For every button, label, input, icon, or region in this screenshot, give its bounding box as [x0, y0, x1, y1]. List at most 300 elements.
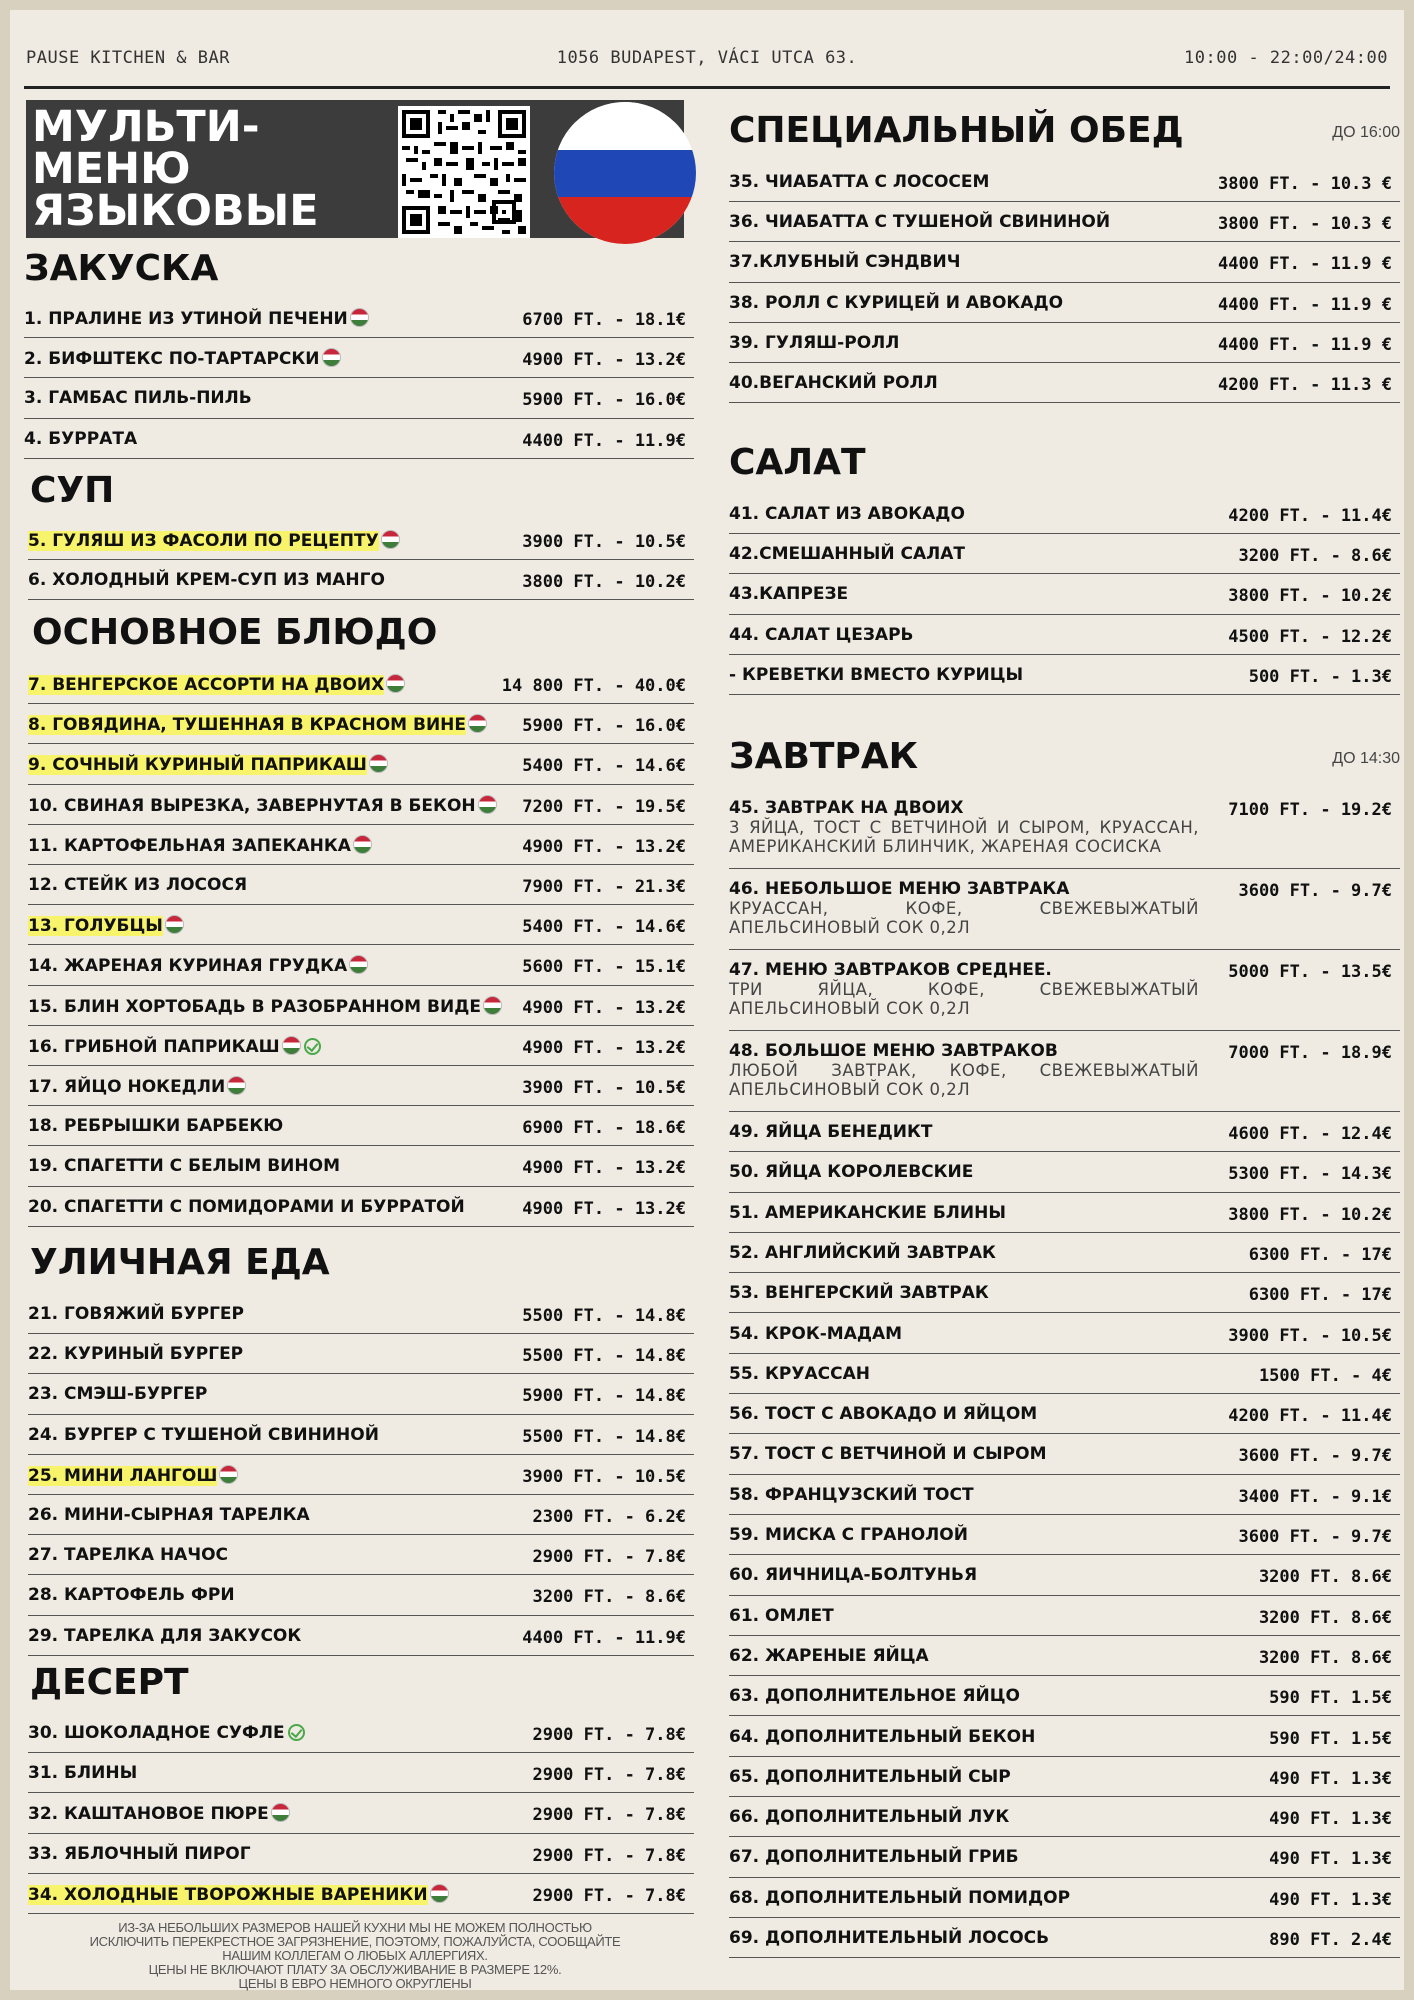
menu-item-name [28, 530, 400, 551]
menu-item-price: 3800 FT. - 10.2€ [1228, 586, 1392, 607]
menu-item [729, 1676, 1400, 1716]
menu-item-label: 33. ЯБЛОЧНЫЙ ПИРОГ [28, 1843, 251, 1864]
menu-item-label: 53. ВЕНГЕРСКИЙ ЗАВТРАК [729, 1283, 989, 1304]
menu-item-description: ЛЮБОЙ ЗАВТРАК, КОФЕ, СВЕЖЕВЫЖАТЫЙ АПЕЛЬСИНОВЫЙ СОК 0,2Л [729, 1061, 1199, 1099]
menu-item [24, 378, 694, 418]
menu-item [28, 1535, 694, 1575]
menu-item [28, 1874, 694, 1914]
restaurant-address: 1056 BUDAPEST, VÁCI UTCA 63. [556, 48, 858, 68]
menu-title [32, 102, 319, 236]
footer-line-4: ЦЕНЫ НЕ ВКЛЮЧАЮТ ПЛАТУ ЗА ОБСЛУЖИВАНИЕ В РАЗМЕРЕ 12%. [148, 1962, 562, 1977]
menu-item-name [729, 1847, 1019, 1867]
menu-item [729, 242, 1400, 282]
menu-item [28, 560, 694, 600]
menu-item [28, 1334, 694, 1374]
menu-item-label: 54. КРОК-МАДАМ [729, 1323, 903, 1344]
menu-item-name [28, 1626, 301, 1646]
menu-item [729, 950, 1400, 1031]
menu-item-price: 2900 FT. - 7.8€ [532, 1765, 686, 1786]
menu-item-name [28, 1803, 290, 1824]
vegetarian-icon [304, 1038, 321, 1055]
menu-item-label: 14. ЖАРЕНАЯ КУРИНАЯ ГРУДКА [28, 956, 348, 977]
menu-item-name [729, 1565, 977, 1585]
menu-item [729, 283, 1400, 323]
menu-item [28, 1793, 694, 1833]
menu-item [28, 1415, 694, 1455]
menu-item-price: 5500 FT. - 14.8€ [522, 1346, 686, 1367]
menu-item-label: 62. ЖАРЕНЫЕ ЯЙЦА [729, 1645, 929, 1666]
footer-line-3: НАШИМ КОЛЛЕГАМ О ЛЮБЫХ АЛЛЕРГИЯХ. [222, 1948, 488, 1963]
menu-item-label: 16. ГРИБНОЙ ПАПРИКАШ [28, 1036, 280, 1057]
menu-item-name [729, 1444, 1047, 1464]
menu-item [28, 1294, 694, 1334]
menu-item-label: 7. ВЕНГЕРСКОЕ АССОРТИ НА ДВОИХ [28, 675, 385, 695]
menu-item-name [28, 714, 487, 735]
menu-item-price: 490 FT. 1.3€ [1269, 1768, 1392, 1789]
menu-item [28, 1374, 694, 1414]
menu-item-name [729, 293, 1063, 313]
menu-item-name [729, 504, 965, 524]
menu-item-label: - КРЕВЕТКИ ВМЕСТО КУРИЦЫ [729, 664, 1024, 685]
menu-item-price: 7900 FT. - 21.3€ [522, 877, 686, 897]
menu-item-price: 6700 FT. - 18.1€ [522, 310, 686, 330]
menu-item-price: 3600 FT. - 9.7€ [1238, 881, 1392, 901]
menu-item-price: 6900 FT. - 18.6€ [522, 1118, 686, 1139]
menu-item [729, 202, 1400, 242]
menu-item [729, 1475, 1400, 1515]
menu-item-label: 65. ДОПОЛНИТЕЛЬНЫЙ СЫР [729, 1766, 1011, 1787]
menu-item-description: КРУАССАН, КОФЕ, СВЕЖЕВЫЖАТЫЙ АПЕЛЬСИНОВЫЙ СОК 0,2Л [729, 899, 1199, 937]
menu-item-name [729, 1928, 1049, 1948]
hungarian-flag-icon [227, 1076, 246, 1095]
menu-item-name [729, 1122, 932, 1142]
menu-item-label: 66. ДОПОЛНИТЕЛЬНЫЙ ЛУК [729, 1807, 1010, 1828]
menu-item [729, 1837, 1400, 1877]
menu-item-label: 10. СВИНАЯ ВЫРЕЗКА, ЗАВЕРНУТАЯ В БЕКОН [28, 795, 476, 816]
menu-item-price: 5500 FT. - 14.8€ [522, 1426, 686, 1447]
menu-item-name [729, 333, 899, 353]
menu-item-name [28, 1344, 243, 1364]
menu-item-price: 3900 FT. - 10.5€ [522, 532, 686, 552]
menu-item-name [729, 544, 965, 564]
hungarian-flag-icon [468, 714, 487, 733]
menu-item [729, 615, 1400, 655]
menu-item [729, 494, 1400, 534]
menu-item-name [28, 1425, 379, 1445]
menu-item-price: 4900 FT. - 13.2€ [522, 997, 686, 1018]
menu-item-label: 12. СТЕЙК ИЗ ЛОСОСЯ [28, 875, 248, 895]
menu-item-name [729, 625, 914, 645]
menu-item-name [729, 1646, 929, 1666]
menu-item-label: 27. ТАРЕЛКА НАЧОС [28, 1545, 228, 1566]
menu-item-price: 4400 FT. - 11.9 € [1218, 254, 1392, 275]
menu-item-name [729, 1888, 1070, 1908]
menu-item [28, 704, 694, 744]
menu-item [28, 865, 694, 905]
menu-item-price: 4600 FT. - 12.4€ [1228, 1124, 1392, 1144]
hungarian-flag-icon [350, 308, 369, 327]
menu-item-name [28, 1723, 305, 1743]
menu-item-price: 4900 FT. - 13.2€ [522, 350, 686, 371]
menu-item-price: 3200 FT. 8.6€ [1258, 1647, 1392, 1668]
menu-item-price: 14 800 FT. - 40.0€ [501, 676, 686, 696]
menu-item-label: 4. БУРРАТА [24, 428, 138, 449]
qr-code-icon[interactable] [398, 106, 530, 238]
menu-item [28, 1146, 694, 1186]
menu-item-label: 63. ДОПОЛНИТЕЛЬНОЕ ЯЙЦО [729, 1686, 1020, 1707]
menu-item-name [729, 1606, 834, 1626]
hungarian-flag-icon [430, 1884, 449, 1903]
menu-item-label: 52. АНГЛИЙСКИЙ ЗАВТРАК [729, 1242, 996, 1263]
menu-item [729, 869, 1400, 950]
menu-item-name [729, 373, 938, 393]
menu-item-name [28, 754, 388, 775]
footer-line-1: ИЗ-ЗА НЕБОЛЬШИХ РАЗМЕРОВ НАШЕЙ КУХНИ МЫ НЕ МОЖЕМ ПОЛНОСТЬЮ [118, 1920, 592, 1935]
hungarian-flag-icon [483, 996, 502, 1015]
menu-item-name [28, 1844, 251, 1864]
menu-item-price: 3800 FT. - 10.2€ [522, 572, 686, 593]
menu-title-line-3: ЯЗЫКОВЫЕ [32, 186, 319, 236]
menu-item-name [729, 1243, 996, 1263]
menu-item-price: 4900 FT. - 13.2€ [522, 836, 686, 857]
menu-item [729, 323, 1400, 363]
menu-item [28, 1066, 694, 1106]
menu-item [729, 1031, 1400, 1112]
menu-item-price: 6300 FT. - 17€ [1248, 1285, 1392, 1306]
menu-item [729, 1273, 1400, 1313]
menu-item-name [28, 875, 247, 895]
hungarian-flag-icon [271, 1803, 290, 1822]
menu-item-price: 3200 FT. - 8.6€ [532, 1587, 686, 1608]
menu-item [28, 1616, 694, 1656]
menu-item-name [24, 348, 341, 369]
menu-item [28, 520, 694, 560]
menu-item-label: 32. КАШТАНОВОЕ ПЮРЕ [28, 1804, 269, 1825]
menu-item-name [28, 1036, 321, 1057]
menu-item-label: 69. ДОПОЛНИТЕЛЬНЫЙ ЛОСОСЬ [729, 1928, 1050, 1948]
menu-item-price: 5900 FT. - 16.0€ [522, 390, 686, 411]
menu-item [729, 1515, 1400, 1555]
menu-item-name [24, 308, 369, 329]
menu-item-name [729, 1525, 968, 1545]
menu-item-label: 59. МИСКА С ГРАНОЛОЙ [729, 1525, 968, 1545]
menu-item-name [729, 1807, 1009, 1827]
menu-item [28, 1455, 694, 1495]
menu-item-name [729, 1485, 974, 1505]
hungarian-flag-icon [353, 835, 372, 854]
menu-item [729, 1233, 1400, 1273]
section-title: ОСНОВНОЕ БЛЮДО [32, 612, 438, 653]
menu-item-label: 50. ЯЙЦА КОРОЛЕВСКИЕ [729, 1162, 974, 1183]
menu-item-label: 67. ДОПОЛНИТЕЛЬНЫЙ ГРИБ [729, 1847, 1019, 1868]
menu-item [729, 1193, 1400, 1233]
menu-item-price: 4400 FT. - 11.9 € [1218, 294, 1392, 315]
menu-item-price: 3800 FT. - 10.2€ [1228, 1204, 1392, 1225]
menu-item-price: 5900 FT. - 14.8€ [522, 1386, 686, 1407]
menu-item [28, 825, 694, 865]
menu-item-name [28, 1763, 137, 1783]
menu-item-name [28, 1884, 449, 1905]
vegetarian-icon [288, 1724, 305, 1741]
menu-item-price: 4900 FT. - 13.2€ [522, 1037, 686, 1058]
menu-item-name [28, 955, 368, 976]
menu-item-price: 4400 FT. - 11.9€ [522, 1627, 686, 1648]
menu-item-price: 5900 FT. - 16.0€ [522, 716, 686, 737]
menu-item-label: 34. ХОЛОДНЫЕ ТВОРОЖНЫЕ ВАРЕНИКИ [28, 1884, 428, 1905]
menu-item [729, 1354, 1400, 1394]
menu-item-price: 2300 FT. - 6.2€ [532, 1507, 686, 1527]
menu-item-label: 19. СПАГЕТТИ С БЕЛЫМ ВИНОМ [28, 1156, 340, 1177]
menu-item [28, 1713, 694, 1753]
menu-item [28, 1753, 694, 1793]
menu-item-price: 3800 FT. - 10.3 € [1218, 214, 1392, 235]
menu-item-name [729, 1041, 1058, 1061]
menu-item-label: 35. ЧИАБАТТА С ЛОСОСЕМ [729, 172, 990, 192]
hungarian-flag-icon [322, 348, 341, 367]
hungarian-flag-icon [386, 674, 405, 693]
menu-item-price: 7000 FT. - 18.9€ [1228, 1043, 1392, 1063]
menu-item-name [28, 1116, 283, 1136]
menu-item [729, 1918, 1400, 1958]
menu-item-name [28, 1156, 340, 1176]
menu-item-price: 490 FT. 1.3€ [1269, 1809, 1392, 1830]
menu-item-price: 5000 FT. - 13.5€ [1228, 962, 1392, 982]
hungarian-flag-icon [478, 795, 497, 814]
menu-item-label: 22. КУРИНЫЙ БУРГЕР [28, 1344, 244, 1365]
menu-item [729, 1757, 1400, 1797]
menu-item [28, 785, 694, 825]
menu-item-name [28, 1545, 228, 1565]
menu-item [28, 986, 694, 1026]
menu-item-description: 3 ЯЙЦА, ТОСТ С ВЕТЧИНОЙ И СЫРОМ, КРУАССАН, АМЕРИКАНСКИЙ БЛИНЧИК, ЖАРЕНАЯ СОСИСКА [729, 818, 1199, 856]
menu-item-price: 3800 FT. - 10.3 € [1218, 174, 1392, 194]
menu-item-label: 13. ГОЛУБЦЫ [28, 916, 163, 937]
restaurant-name: PAUSE KITCHEN & BAR [26, 48, 230, 68]
menu-item-price: 500 FT. - 1.3€ [1248, 666, 1392, 687]
menu-item-label: 36. ЧИАБАТТА С ТУШЕНОЙ СВИНИНОЙ [729, 212, 1111, 233]
menu-item-label: 43.КАПРЕЗЕ [729, 584, 849, 605]
section-title: САЛАТ [729, 442, 866, 483]
menu-item-label: 20. СПАГЕТТИ С ПОМИДОРАМИ И БУРРАТОЙ [28, 1196, 465, 1217]
menu-item-label: 2. БИФШТЕКС ПО-ТАРТАРСКИ [24, 349, 320, 370]
menu-item-label: 24. БУРГЕР С ТУШЕНОЙ СВИНИНОЙ [28, 1424, 379, 1445]
menu-item [729, 1112, 1400, 1152]
menu-item [729, 1636, 1400, 1676]
menu-item [28, 1106, 694, 1146]
menu-item-price: 4400 FT. - 11.9€ [522, 430, 686, 451]
top-bar [26, 48, 1388, 72]
menu-item-price: 590 FT. 1.5€ [1269, 1688, 1392, 1709]
menu-item [729, 162, 1400, 202]
menu-item-name [28, 1304, 244, 1324]
menu-item-label: 47. МЕНЮ ЗАВТРАКОВ СРЕДНЕЕ. [729, 960, 1052, 980]
menu-item-price: 7100 FT. - 19.2€ [1228, 800, 1392, 820]
menu-item [24, 419, 694, 459]
menu-item-price: 1500 FT. - 4€ [1258, 1365, 1392, 1386]
menu-item [729, 363, 1400, 403]
menu-item [28, 664, 694, 704]
menu-item-label: 9. СОЧНЫЙ КУРИНЫЙ ПАПРИКАШ [28, 755, 367, 776]
menu-item [28, 1187, 694, 1227]
section-time-note: ДО 16:00 [1332, 124, 1400, 141]
menu-item-label: 68. ДОПОЛНИТЕЛЬНЫЙ ПОМИДОР [729, 1887, 1071, 1908]
menu-item-price: 6300 FT. - 17€ [1248, 1244, 1392, 1265]
menu-item [729, 534, 1400, 574]
menu-item-label: 40.ВЕГАНСКИЙ РОЛЛ [729, 373, 938, 393]
hungarian-flag-icon [369, 754, 388, 773]
menu-item-label: 46. НЕБОЛЬШОЕ МЕНЮ ЗАВТРАКА [729, 879, 1070, 899]
menu-item-name [729, 1203, 1006, 1223]
menu-item-label: 25. МИНИ ЛАНГОШ [28, 1465, 218, 1486]
hungarian-flag-icon [165, 915, 184, 934]
menu-item-name [729, 1283, 989, 1303]
allergy-notice [40, 1921, 670, 1991]
menu-item-name [28, 570, 385, 590]
menu-item-label: 42.СМЕШАННЫЙ САЛАТ [729, 544, 965, 565]
menu-item [729, 1717, 1400, 1757]
menu-item-label: 48. БОЛЬШОЕ МЕНЮ ЗАВТРАКОВ [729, 1041, 1058, 1061]
menu-item-label: 3. ГАМБАС ПИЛЬ-ПИЛЬ [24, 388, 252, 409]
menu-item-name [729, 1404, 1037, 1424]
footer-line-5: ЦЕНЫ В ЕВРО НЕМНОГО ОКРУГЛЕНЫ [238, 1976, 472, 1991]
menu-item-price: 4200 FT. - 11.4€ [1228, 506, 1392, 526]
menu-item [729, 1314, 1400, 1354]
menu-item-label: 31. БЛИНЫ [28, 1763, 138, 1784]
menu-item-price: 3600 FT. - 9.7€ [1238, 1446, 1392, 1467]
menu-item [28, 945, 694, 985]
menu-item-price: 3600 FT. - 9.7€ [1238, 1527, 1392, 1547]
menu-item-name [729, 172, 989, 192]
menu-item-price: 3400 FT. - 9.1€ [1238, 1486, 1392, 1507]
section-title: УЛИЧНАЯ ЕДА [30, 1242, 330, 1283]
menu-item [28, 1834, 694, 1874]
menu-item [729, 574, 1400, 614]
menu-item [729, 1878, 1400, 1918]
menu-item [28, 744, 694, 784]
menu-item-name [24, 388, 252, 408]
menu-page [10, 10, 1404, 1990]
menu-item-label: 39. ГУЛЯШ-РОЛЛ [729, 332, 900, 353]
menu-item-label: 41. САЛАТ ИЗ АВОКАДО [729, 504, 965, 524]
menu-item-price: 2900 FT. - 7.8€ [532, 1885, 686, 1906]
menu-item-label: 11. КАРТОФЕЛЬНАЯ ЗАПЕКАНКА [28, 835, 351, 856]
menu-item-name [28, 915, 184, 936]
menu-item-price: 5400 FT. - 14.6€ [522, 917, 686, 938]
section-time-note: ДО 14:30 [1332, 750, 1400, 767]
menu-item-name [28, 1465, 238, 1486]
menu-item-label: 38. РОЛЛ С КУРИЦЕЙ И АВОКАДО [729, 292, 1064, 313]
menu-item-name [28, 1384, 207, 1404]
menu-title-line-2: МЕНЮ [32, 144, 191, 194]
menu-item-name [28, 1076, 246, 1097]
section-title: ДЕСЕРТ [30, 1662, 189, 1703]
menu-item-price: 5500 FT. - 14.8€ [522, 1306, 686, 1326]
menu-item-label: 61. ОМЛЕТ [729, 1605, 834, 1626]
menu-item-label: 57. ТОСТ С ВЕТЧИНОЙ И СЫРОМ [729, 1444, 1047, 1465]
menu-item [729, 1394, 1400, 1434]
hungarian-flag-icon [349, 955, 368, 974]
menu-item-price: 4900 FT. - 13.2€ [522, 1158, 686, 1179]
menu-item-price: 3900 FT. - 10.5€ [522, 1466, 686, 1487]
menu-item-price: 2900 FT. - 7.8€ [532, 1725, 686, 1745]
menu-item-label: 21. ГОВЯЖИЙ БУРГЕР [28, 1304, 244, 1324]
menu-title-line-1: МУЛЬТИ- [32, 102, 260, 152]
menu-item-label: 6. ХОЛОДНЫЙ КРЕМ-СУП ИЗ МАНГО [28, 570, 385, 591]
menu-item-name [28, 835, 372, 856]
section-title: СУП [30, 470, 115, 511]
footer-line-2: ИСКЛЮЧИТЬ ПЕРЕКРЕСТНОЕ ЗАГРЯЗНЕНИЕ, ПОЭТОМУ, ПОЖАЛУЙСТА, СООБЩАЙТЕ [89, 1934, 621, 1949]
menu-item-label: 55. КРУАССАН [729, 1363, 870, 1384]
section-title: СПЕЦИАЛЬНЫЙ ОБЕД [729, 110, 1184, 151]
menu-item-price: 7200 FT. - 19.5€ [522, 796, 686, 817]
menu-item-label: 58. ФРАНЦУЗСКИЙ ТОСТ [729, 1484, 974, 1505]
menu-item-price: 5400 FT. - 14.6€ [522, 756, 686, 777]
menu-item-label: 26. МИНИ-СЫРНАЯ ТАРЕЛКА [28, 1505, 310, 1525]
menu-item-name [28, 674, 405, 695]
menu-item-price: 490 FT. 1.3€ [1269, 1849, 1392, 1870]
menu-item [729, 655, 1400, 695]
menu-item-name [729, 665, 1023, 685]
menu-item-name [28, 996, 502, 1017]
menu-item-price: 890 FT. 2.4€ [1269, 1930, 1392, 1950]
menu-item-name [729, 960, 1052, 980]
menu-item-price: 4900 FT. - 13.2€ [522, 1198, 686, 1219]
menu-item-label: 56. ТОСТ С АВОКАДО И ЯЙЦОМ [729, 1404, 1038, 1425]
menu-item-description: ТРИ ЯЙЦА, КОФЕ, СВЕЖЕВЫЖАТЫЙ АПЕЛЬСИНОВЫЙ СОК 0,2Л [729, 980, 1199, 1018]
menu-item-price: 3200 FT. 8.6€ [1258, 1607, 1392, 1628]
menu-item-name [729, 1686, 1020, 1706]
menu-item-name [729, 798, 963, 818]
menu-item [729, 1434, 1400, 1474]
menu-item-label: 8. ГОВЯДИНА, ТУШЕННАЯ В КРАСНОМ ВИНЕ [28, 715, 467, 736]
menu-item-price: 490 FT. 1.3€ [1269, 1889, 1392, 1910]
menu-item [729, 788, 1400, 869]
section-title: ЗАКУСКА [24, 248, 219, 289]
menu-item-name [729, 1727, 1035, 1747]
menu-item-name [24, 429, 137, 449]
menu-header-box [26, 100, 684, 238]
menu-item-name [729, 1162, 973, 1182]
menu-item-price: 2900 FT. - 7.8€ [532, 1805, 686, 1826]
menu-item-price: 3200 FT. 8.6€ [1258, 1567, 1392, 1588]
hungarian-flag-icon [219, 1465, 238, 1484]
menu-item-price: 5300 FT. - 14.3€ [1228, 1164, 1392, 1185]
menu-item-price: 5600 FT. - 15.1€ [522, 957, 686, 978]
menu-item-label: 30. ШОКОЛАДНОЕ СУФЛЕ [28, 1723, 285, 1743]
menu-item-label: 49. ЯЙЦА БЕНЕДИКТ [729, 1122, 933, 1142]
menu-item [24, 338, 694, 378]
section-title: ЗАВТРАК [729, 736, 919, 777]
menu-item [28, 1575, 694, 1615]
menu-item-label: 5. ГУЛЯШ ИЗ ФАСОЛИ ПО РЕЦЕПТУ [28, 531, 379, 551]
menu-item-price: 3200 FT. - 8.6€ [1238, 546, 1392, 567]
menu-item-price: 4200 FT. - 11.3 € [1218, 375, 1392, 395]
menu-item-name [729, 1324, 902, 1344]
menu-item-name [28, 1505, 310, 1525]
menu-item-name [729, 1767, 1011, 1787]
menu-item [729, 1152, 1400, 1192]
menu-item-price: 4400 FT. - 11.9 € [1218, 334, 1392, 355]
menu-item-price: 3900 FT. - 10.5€ [522, 1078, 686, 1098]
menu-item-label: 17. ЯЙЦО НОКЕДЛИ [28, 1077, 226, 1097]
menu-item-name [729, 879, 1069, 899]
menu-item [28, 905, 694, 945]
menu-item-price: 590 FT. 1.5€ [1269, 1728, 1392, 1749]
menu-item-label: 37.КЛУБНЫЙ СЭНДВИЧ [729, 252, 961, 273]
menu-item-label: 18. РЕБРЫШКИ БАРБЕКЮ [28, 1116, 284, 1137]
menu-item-label: 60. ЯИЧНИЦА-БОЛТУНЬЯ [729, 1565, 978, 1586]
menu-item-name [28, 795, 497, 816]
